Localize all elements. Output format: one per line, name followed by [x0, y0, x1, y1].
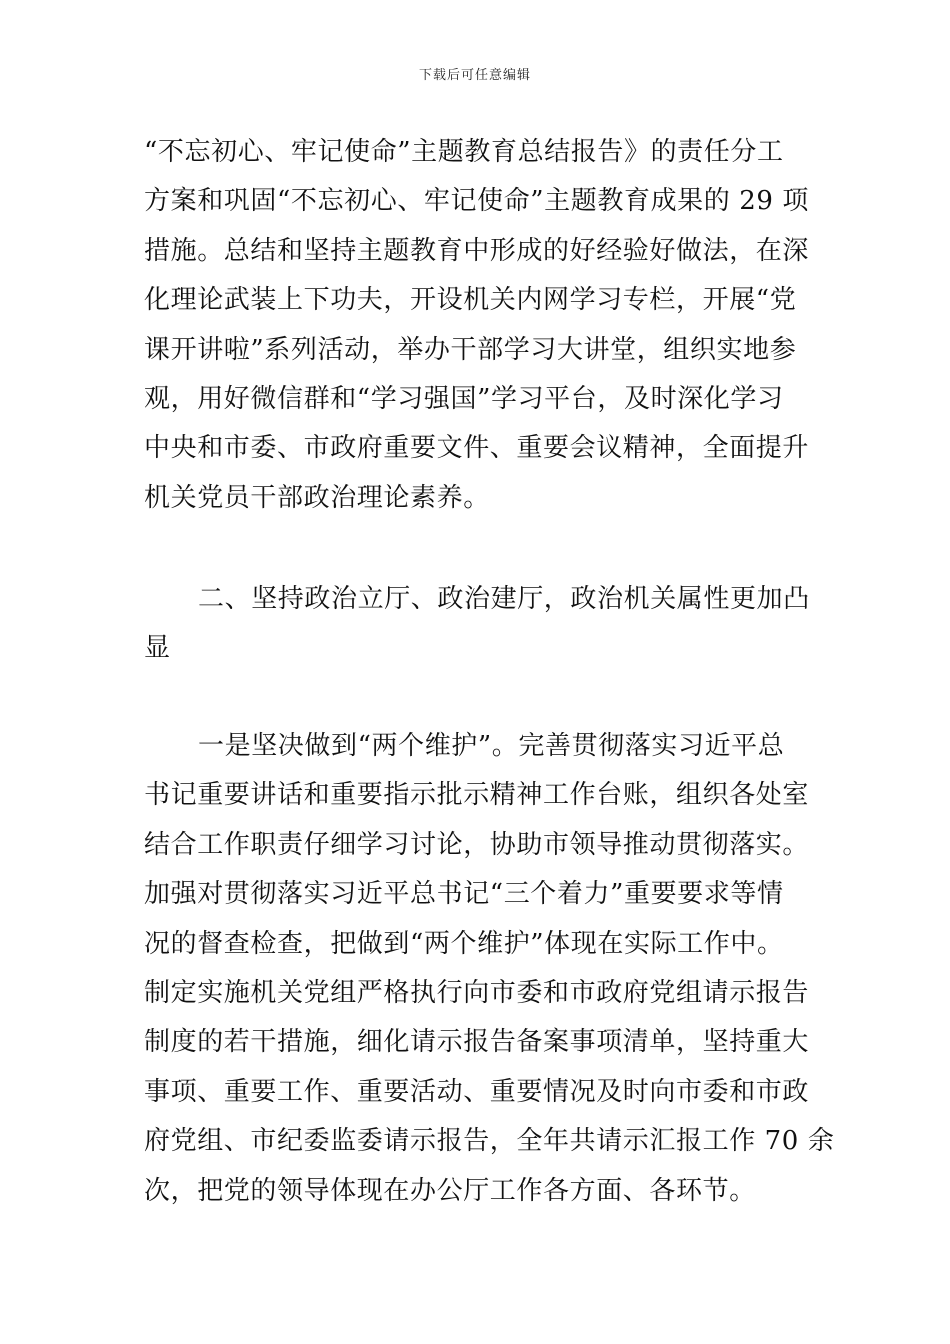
- text-line: 府党组、市纪委监委请示报告，全年共请示汇报工作 70 余: [144, 1126, 835, 1157]
- text-line: 课开讲啦”系列活动，举办干部学习大讲堂，组织实地参: [144, 334, 797, 365]
- text-line: 化理论武装上下功夫，开设机关内网学习专栏，开展“党: [144, 285, 797, 316]
- text-line: 制定实施机关党组严格执行向市委和市政府党组请示报告: [144, 978, 810, 1009]
- text-line: 中央和市委、市政府重要文件、重要会议精神，全面提升: [144, 433, 810, 464]
- text-line: 方案和巩固“不忘初心、牢记使命”主题教育成果的 29 项: [144, 186, 809, 217]
- paragraph-continuation: [144, 128, 810, 523]
- text-line: 观，用好微信群和“学习强国”学习平台，及时深化学习: [144, 384, 784, 415]
- text-line: 事项、重要工作、重要活动、重要情况及时向市委和市政: [144, 1076, 810, 1107]
- text-line: 机关党员干部政治理论素养。: [144, 482, 490, 513]
- text-line: 书记重要讲话和重要指示批示精神工作台账，组织各处室: [144, 780, 810, 811]
- heading-line: 二、坚持政治立厅、政治建厅，政治机关属性更加凸: [198, 584, 810, 614]
- text-line: 一是坚决做到“两个维护”。完善贯彻落实习近平总: [198, 731, 785, 761]
- text-line: 结合工作职责仔细学习讨论，协助市领导推动贯彻落实。: [144, 829, 810, 860]
- paragraph-two-safeguards: [144, 722, 835, 1216]
- text-line: 加强对贯彻落实习近平总书记“三个着力”重要要求等情: [144, 879, 784, 910]
- text-line: 况的督查检查，把做到“两个维护”体现在实际工作中。: [144, 928, 784, 959]
- section-heading: [144, 575, 810, 674]
- text-line: 次，把党的领导体现在办公厅工作各方面、各环节。: [144, 1175, 756, 1206]
- page-header: 下载后可任意编辑: [418, 68, 531, 83]
- text-line: 措施。总结和坚持主题教育中形成的好经验好做法，在深: [144, 235, 810, 266]
- heading-line: 显: [144, 633, 171, 664]
- text-line: 制度的若干措施，细化请示报告备案事项清单，坚持重大: [144, 1027, 810, 1058]
- text-line: “不忘初心、牢记使命”主题教育总结报告》的责任分工: [144, 137, 784, 167]
